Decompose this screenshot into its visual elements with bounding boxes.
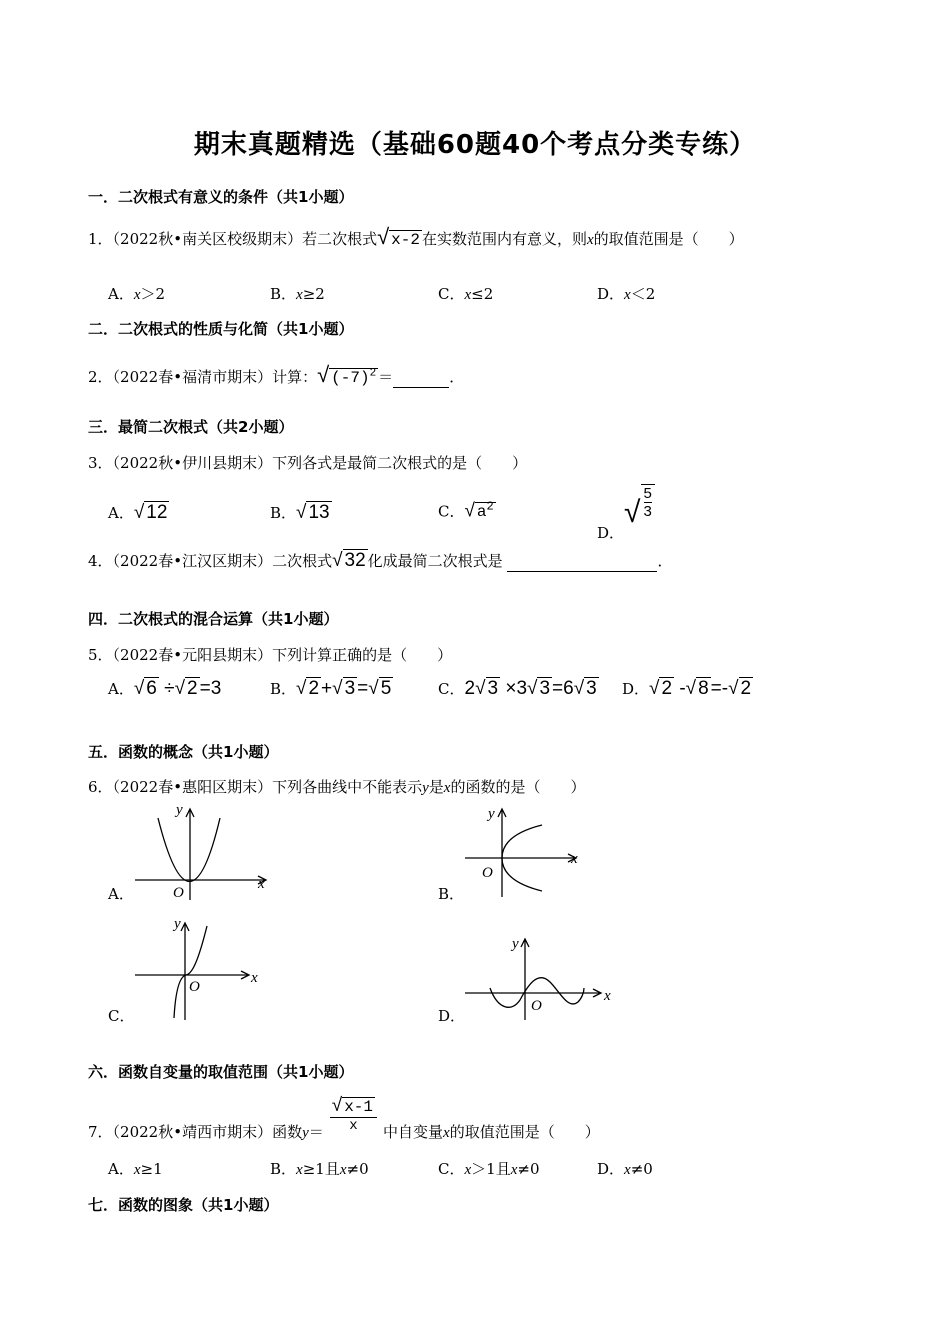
coefficient: 2 [464,678,476,699]
graph-a-parabola [130,800,275,905]
origin-label: O [173,885,184,901]
sqrt-symbol-icon: √ [296,678,307,699]
option-letter: B． [270,504,297,522]
operator: ÷ [164,678,175,699]
origin-label: O [531,998,542,1014]
operator: + [321,678,333,699]
radicand: 8 [698,678,709,699]
option-text: ＞1且 [471,1160,511,1178]
option-text: ≥1 [140,1160,163,1178]
result: =6 [552,678,574,699]
radicand: x-2 [391,231,420,249]
page-title: 期末真题精选（基础60题40个考点分类专练） [193,130,757,160]
radicand: 3 [344,678,356,699]
sqrt-symbol-icon: √ [475,678,486,699]
radicand: 3 [487,678,499,699]
option-c[interactable] [438,283,493,304]
question-source: （2022秋•南关区校级期末）若二次根式 [112,230,378,248]
option-a[interactable]: A． [108,885,134,903]
sqrt-symbol-icon: √ [332,678,343,699]
option-letter: C． [438,680,465,698]
period: ． [449,368,465,386]
x-label: x [571,851,578,867]
option-letter: D． [622,680,650,698]
option-d[interactable] [597,484,655,542]
option-c[interactable]: C． [108,1007,135,1025]
sqrt-symbol-icon: √ [133,502,145,523]
question-5 [88,644,452,665]
sqrt-symbol-icon: √ [728,678,739,699]
variable: x [464,1162,472,1178]
sqrt-symbol-icon: √ [624,496,641,529]
option-d[interactable] [622,678,753,700]
option-text: ≠0 [346,1160,369,1178]
radicand: 3 [586,678,597,699]
expression [649,677,753,699]
expression [134,677,221,699]
denominator: 3 [643,503,652,520]
option-a[interactable] [108,1158,163,1179]
option-text: ＞2 [140,285,166,303]
variable: x [586,232,594,248]
variable: x [443,780,451,796]
option-letter: A． [108,285,134,303]
fraction [641,484,655,520]
radicand: 32 [344,550,366,571]
x-label: x [258,876,265,892]
option-text: ＜2 [630,285,656,303]
question-source: （2022春•江汉区期末）二次根式 [112,552,333,570]
question-source: （2022秋•靖西市期末）函数 [112,1123,303,1141]
question-number: 1． [88,230,113,248]
variable: y [422,780,429,796]
radicand: 3 [539,678,551,699]
result: = [357,678,369,699]
option-text: ≥2 [302,285,325,303]
operator: ×3 [505,678,528,699]
radicand-base: a [476,503,487,522]
option-c[interactable] [438,1158,540,1179]
question-text: 化成最简二次根式是 [367,552,503,570]
question-source: （2022春•福清市期末）计算： [112,368,318,386]
radicand: 12 [146,502,168,523]
option-letter: A． [108,1160,134,1178]
option-letter: D． [597,1160,625,1178]
period: ． [657,552,673,570]
section-heading-4: 四．二次根式的混合运算（共1小题） [88,610,339,628]
sqrt-symbol-icon: √ [317,362,330,387]
variable: x [443,1125,450,1141]
option-a[interactable] [108,678,221,700]
question-number: 2． [88,368,113,386]
option-letter: A． [108,504,134,522]
variable: x [624,1162,631,1178]
question-number: 3． [88,454,113,472]
curve [158,818,220,882]
exponent: 2 [369,367,377,380]
option-b[interactable] [270,678,393,700]
option-b[interactable] [270,1158,369,1179]
radicand-base: (-7) [331,369,370,387]
sqrt-symbol-icon: √ [685,678,697,699]
section-heading-3: 三．最简二次根式（共2小题） [88,418,294,436]
radicand [329,368,378,387]
option-c[interactable] [438,678,599,700]
equals-sign: ＝ [378,368,394,386]
numerator [330,1095,377,1118]
radicand: 2 [661,678,673,699]
radicand: 2 [740,678,752,699]
option-d[interactable] [597,1158,653,1179]
numerator: 5 [643,485,652,502]
section-heading-2: 二．二次根式的性质与化简（共1小题） [88,320,354,338]
section-heading-6: 六．函数自变量的取值范围（共1小题） [88,1063,354,1081]
radicand: 2 [187,678,198,699]
option-a[interactable] [108,283,165,304]
sqrt-symbol-icon: √ [649,678,660,699]
option-letter: C． [438,502,465,521]
variable: x [464,287,472,303]
option-b[interactable]: B． [438,885,465,903]
variable: y [302,1125,309,1141]
option-letter: D． [597,285,625,303]
question-text: 是 [428,778,444,796]
answer-blank[interactable] [507,557,657,572]
question-number: 5． [88,646,113,664]
variable: x [624,287,631,303]
sqrt-symbol-icon: √ [332,550,343,571]
x-label: x [251,970,258,986]
exponent: 2 [486,500,494,514]
option-letter: B． [270,1160,297,1178]
section-heading-5: 五．函数的概念（共1小题） [88,743,279,761]
radicand: 2 [308,678,320,699]
sqrt-symbol-icon: √ [527,678,538,699]
question-4 [88,550,672,572]
question-number: 6． [88,778,113,796]
question-2 [88,362,464,388]
origin-label: O [482,865,493,881]
option-letter: C． [438,1160,465,1178]
sqrt-symbol-icon: √ [573,678,585,699]
y-label: y [488,806,495,822]
question-3 [88,452,527,473]
question-text: 在实数范围内有意义，则 [421,230,587,248]
curve [174,926,207,1018]
option-letter: D． [597,524,625,542]
fraction [330,1095,377,1134]
option-c[interactable] [438,500,496,522]
denominator: x [349,1118,358,1134]
radicand: 13 [308,502,330,523]
option-text: ≥1且 [302,1160,340,1178]
variable: x [296,1162,303,1178]
section-heading-1: 一．二次根式有意义的条件（共1小题） [88,188,354,206]
y-label: y [174,916,181,932]
option-letter: B． [270,285,297,303]
option-text: ≠0 [517,1160,540,1178]
variable: x [339,1162,347,1178]
graph-d-wave [460,930,620,1025]
graph-b-sideways-parabola [460,800,590,900]
sqrt-symbol-icon: √ [331,1095,343,1116]
question-7 [88,1095,600,1141]
variable: x [296,287,303,303]
section-heading-7: 七．函数的图象（共1小题） [88,1196,279,1214]
variable: x [133,1162,141,1178]
variable: x [133,287,141,303]
answer-blank[interactable] [393,373,449,388]
option-a[interactable] [108,502,169,524]
sqrt-symbol-icon: √ [296,502,307,523]
result: =- [710,678,729,699]
radicand: 6 [146,678,157,699]
y-label: y [176,802,183,818]
option-text: ≠0 [630,1160,653,1178]
question-text: 的取值范围是（ ） [593,230,744,248]
option-d[interactable]: D． [438,1007,466,1025]
sqrt-symbol-icon: √ [377,224,390,249]
radicand: 5 [380,678,392,699]
variable: x [510,1162,518,1178]
sqrt-symbol-icon: √ [133,678,145,699]
x-label: x [604,988,611,1004]
question-number: 7． [88,1123,113,1141]
sqrt-symbol-icon: √ [464,500,475,522]
question-text: 的函数的是（ ） [450,778,586,796]
graph-c-cubic [130,912,275,1022]
sqrt-symbol-icon: √ [174,678,186,699]
option-letter: A． [108,680,134,698]
expression [296,677,393,699]
sqrt-symbol-icon: √ [368,678,379,699]
option-letter: B． [270,680,297,698]
question-source: （2022春•惠阳区期末）下列各曲线中不能表示 [112,778,423,796]
option-b[interactable] [270,502,332,524]
question-text: 中自变量 [383,1123,444,1141]
option-d[interactable] [597,283,655,304]
radicand: x-1 [344,1098,374,1116]
option-b[interactable] [270,283,325,304]
result: =3 [199,678,222,699]
equals-sign: ＝ [308,1123,324,1141]
origin-label: O [189,979,200,995]
question-text: （2022秋•伊川县期末）下列各式是最简二次根式的是（ ） [112,454,528,472]
question-6 [88,776,585,797]
question-text: 的取值范围是（ ） [449,1123,600,1141]
radicand [475,502,496,521]
operator: - [679,678,686,699]
option-letter: C． [438,285,465,303]
question-1 [88,224,744,250]
question-text: （2022春•元阳县期末）下列计算正确的是（ ） [112,646,453,664]
option-text: ≤2 [471,285,494,303]
y-label: y [512,936,519,952]
question-number: 4． [88,552,113,570]
expression [464,677,598,699]
